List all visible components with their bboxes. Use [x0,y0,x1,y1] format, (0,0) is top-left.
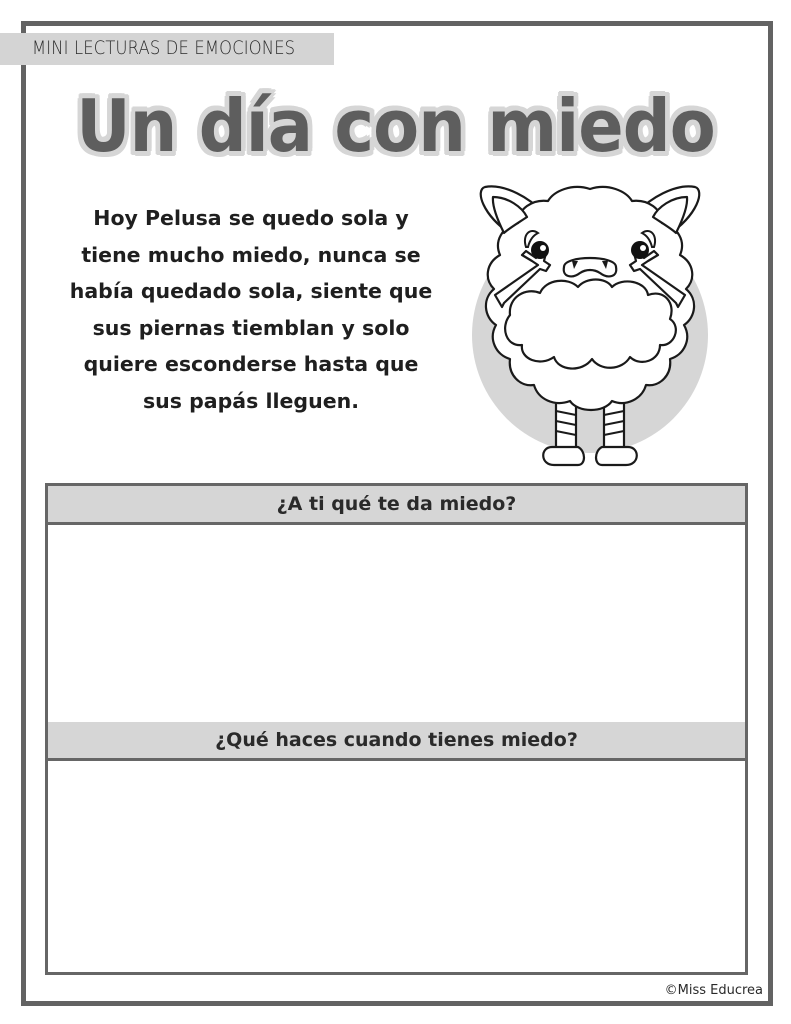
story-text [60,200,442,419]
story-line: sus papás lleguen. [142,388,359,413]
question-header [48,722,745,761]
question-prompt: ¿A ti qué te da miedo? [276,493,517,515]
copyright-label: ©Miss Educrea [664,983,763,998]
question-prompt: ¿Qué haces cuando tienes miedo? [215,729,578,751]
series-tag-label: MINI LECTURAS DE EMOCIONES [32,37,296,59]
page-title: Un día con miedo [76,84,715,168]
question-header [48,486,745,525]
question-box-2 [45,722,748,975]
story-line: tiene mucho miedo, nunca se [81,242,421,267]
scared-monster-illustration [460,175,720,470]
story-line: Hoy Pelusa se quedo sola y [93,206,409,230]
answer-area[interactable] [48,525,745,722]
story-line: había quedado sola, siente que [69,279,433,303]
story-line: sus piernas tiemblan y solo [92,315,410,340]
question-box-1 [45,483,748,725]
story-line: quiere esconderse hasta que [83,352,419,376]
answer-area[interactable] [48,761,745,972]
scared-monster-icon [460,175,720,470]
